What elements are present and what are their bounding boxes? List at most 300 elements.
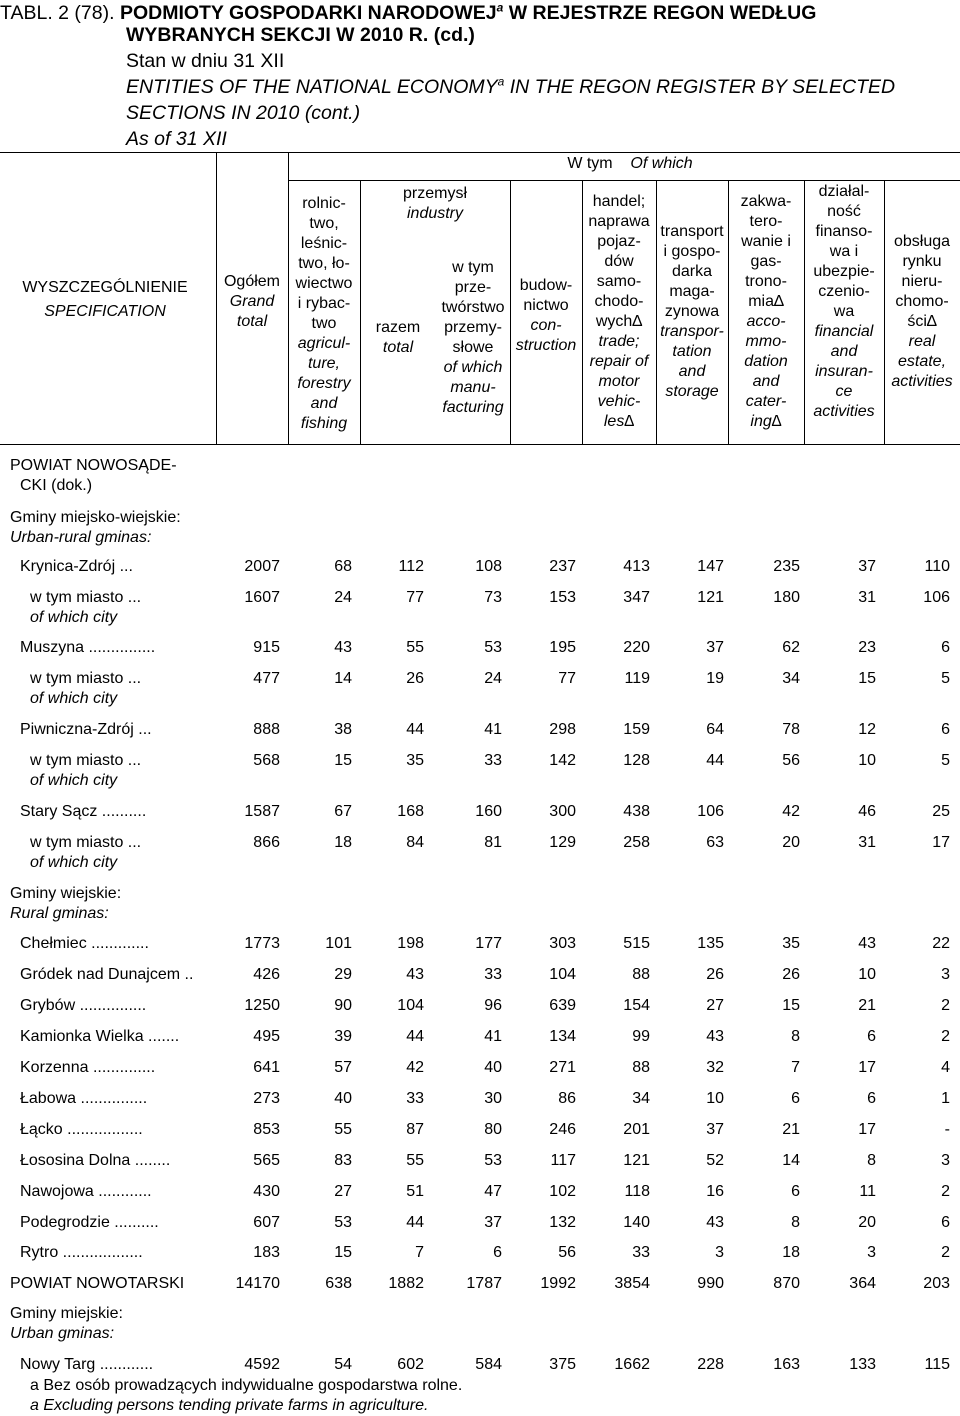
table-cell: 43	[334, 639, 352, 656]
trans-pl-line: zynowa	[664, 303, 720, 320]
table-cell: 56	[558, 1244, 576, 1261]
table-cell: 3	[867, 1244, 876, 1261]
table-cell: 21	[858, 997, 876, 1014]
table-cell: 15	[782, 997, 800, 1014]
urban-rural-pl: Gminy miejsko-wiejskie:	[10, 509, 181, 526]
rural-en: Rural gminas:	[10, 905, 109, 922]
title-line5: SECTIONS IN 2010 (cont.)	[126, 102, 361, 124]
trans-en-line: tation	[672, 343, 712, 360]
accom-en-line: cater-	[745, 393, 787, 410]
table-cell: 78	[782, 721, 800, 738]
table-cell: 888	[253, 721, 280, 738]
row-label: Kamionka Wielka .......	[20, 1028, 180, 1045]
header-trade	[582, 192, 656, 432]
table-cell: 142	[549, 752, 576, 769]
table-cell: 438	[623, 803, 650, 820]
agri-pl-line: two	[311, 315, 337, 332]
industry-en: industry	[406, 205, 464, 222]
table-cell: 27	[334, 1183, 352, 1200]
agri-en-line: agricul-	[297, 335, 351, 352]
table-cell: 110	[924, 558, 950, 575]
table-cell: 42	[782, 803, 800, 820]
table-cell: 641	[253, 1059, 280, 1076]
table-cell: 43	[406, 966, 424, 983]
table-cell: 639	[549, 997, 576, 1014]
table-cell: 43	[858, 935, 876, 952]
table-cell: 121	[623, 1152, 650, 1169]
table-cell: 99	[632, 1028, 650, 1045]
accom-pl-line: trono-	[745, 273, 787, 290]
header-specification	[0, 278, 210, 322]
table-cell: 1882	[388, 1275, 424, 1292]
table-cell: 6	[941, 721, 950, 738]
table-cell: 5	[941, 670, 950, 687]
table-cell: 153	[549, 589, 576, 606]
agri-en-line: forestry	[297, 375, 351, 392]
header-accommodation	[728, 192, 804, 432]
table-cell: 3	[715, 1244, 724, 1261]
table-cell: 303	[549, 935, 576, 952]
manu-en-line: of which	[443, 359, 503, 376]
table-cell: 430	[253, 1183, 280, 1200]
table-cell: 34	[632, 1090, 650, 1107]
table-cell: 568	[253, 752, 280, 769]
constr-pl-line: nictwo	[523, 297, 569, 314]
spec-pl: WYSZCZEGÓLNIENIE	[22, 279, 188, 296]
table-cell: 43	[706, 1214, 724, 1231]
title-en-sup: a	[497, 74, 505, 89]
accom-en-line: acco-	[746, 313, 786, 330]
trade-pl-line: wych∆	[595, 313, 643, 330]
razem-en: total	[382, 339, 414, 356]
table-cell: 104	[397, 997, 424, 1014]
table-cell: 108	[475, 558, 502, 575]
table-cell: 133	[849, 1356, 876, 1373]
trade-en-line: motor	[598, 373, 640, 390]
table-cell: 180	[773, 589, 800, 606]
table-cell: 6	[493, 1244, 502, 1261]
table-cell: 46	[858, 803, 876, 820]
table-cell: 177	[475, 935, 502, 952]
table-cell: 638	[325, 1275, 352, 1292]
table-cell: 3854	[614, 1275, 650, 1292]
trade-pl-line: chodo-	[594, 293, 644, 310]
table-cell: 27	[706, 997, 724, 1014]
table-cell: 18	[782, 1244, 800, 1261]
table-cell: 23	[858, 639, 876, 656]
table-cell: 159	[623, 721, 650, 738]
real-en-line: activities	[891, 373, 953, 390]
accom-en-line: and	[752, 373, 780, 390]
title-bold: PODMIOTY GOSPODARKI NARODOWEJ	[119, 2, 497, 24]
table-cell: 866	[253, 834, 280, 851]
table-cell: 33	[484, 966, 502, 983]
powiat-line2: CKI (dok.)	[20, 477, 93, 494]
row-label: Chełmiec .............	[20, 935, 149, 952]
table-cell: 183	[253, 1244, 280, 1261]
table-cell: 106	[923, 589, 950, 606]
accom-en-line: ing∆	[750, 413, 782, 430]
total-pl: Ogółem	[223, 273, 281, 290]
header-financial	[804, 182, 884, 422]
urban-pl: Gminy miejskie:	[10, 1305, 123, 1322]
table-cell: 32	[706, 1059, 724, 1076]
trade-pl-line: pojaz-	[597, 233, 641, 250]
trade-en-line: trade;	[598, 333, 640, 350]
table-cell: 77	[558, 670, 576, 687]
real-en-line: real	[908, 333, 936, 350]
header-of-which	[520, 154, 740, 174]
table-cell: 602	[397, 1356, 424, 1373]
table-cell: 1662	[614, 1356, 650, 1373]
table-cell: 228	[697, 1356, 724, 1373]
real-pl-line: chomo-	[895, 293, 949, 310]
table-cell: 132	[549, 1214, 576, 1231]
row-label: Grybów ...............	[20, 997, 147, 1014]
table-cell: 47	[484, 1183, 502, 1200]
row-label: Nowy Targ ............	[20, 1356, 154, 1373]
table-cell: 6	[791, 1090, 800, 1107]
table-cell: 33	[632, 1244, 650, 1261]
title-sup: a	[496, 0, 504, 15]
footnote-en: a Excluding persons tending private farms in agriculture.	[30, 1397, 429, 1414]
section-urban-rural	[10, 508, 181, 548]
table-cell: 607	[253, 1214, 280, 1231]
constr-pl-line: budow-	[519, 277, 573, 294]
row-label: Gródek nad Dunajcem ..	[20, 966, 194, 983]
table-cell: 14	[334, 670, 352, 687]
trans-pl-line: darka	[671, 263, 713, 280]
row-label: Krynica-Zdrój ...	[20, 558, 133, 575]
row-label: POWIAT NOWOTARSKI	[10, 1275, 185, 1292]
fin-pl-line: wa i	[829, 243, 859, 260]
header-transport	[656, 222, 728, 402]
trade-pl-line: samo-	[596, 273, 642, 290]
table-cell: 55	[334, 1121, 352, 1138]
table-cell: 8	[791, 1214, 800, 1231]
table-cell: 19	[706, 670, 724, 687]
table-cell: 20	[782, 834, 800, 851]
rural-pl: Gminy wiejskie:	[10, 885, 122, 902]
table-cell: 29	[334, 966, 352, 983]
row-label: Łososina Dolna ........	[20, 1152, 171, 1169]
trans-pl-line: maga-	[669, 283, 715, 300]
agri-en-line: and	[310, 395, 338, 412]
table-cell: 21	[782, 1121, 800, 1138]
table-cell: 14	[782, 1152, 800, 1169]
table-cell: 44	[706, 752, 724, 769]
agri-en-line: ture,	[307, 355, 340, 372]
table-cell: 117	[550, 1152, 576, 1169]
table-cell: 67	[334, 803, 352, 820]
table-cell: 273	[253, 1090, 280, 1107]
table-cell: 298	[549, 721, 576, 738]
row-label: Korzenna ..............	[20, 1059, 156, 1076]
table-cell: 3	[941, 966, 950, 983]
total-en1: Grand	[229, 293, 275, 310]
footnote	[30, 1376, 462, 1416]
table-cell: 870	[773, 1275, 800, 1292]
accom-en-line: mmo-	[745, 333, 787, 350]
table-cell: 271	[549, 1059, 576, 1076]
table-cell: 26	[706, 966, 724, 983]
table-cell: 426	[253, 966, 280, 983]
fin-en-line: ce	[835, 383, 853, 400]
table-cell: 24	[334, 589, 352, 606]
real-pl-line: nieru-	[901, 273, 943, 290]
table-cell: 55	[406, 639, 424, 656]
table-cell: 154	[623, 997, 650, 1014]
table-cell: 14170	[235, 1275, 280, 1292]
table-cell: 80	[484, 1121, 502, 1138]
table-cell: 15	[334, 752, 352, 769]
table-cell: 44	[406, 1028, 424, 1045]
constr-en-line: con-	[530, 317, 562, 334]
constr-en-line: struction	[515, 337, 577, 354]
title-line6: As of 31 XII	[126, 128, 227, 150]
title-prefix: TABL. 2 (78).	[0, 2, 120, 24]
agri-pl-line: leśnic-	[300, 235, 348, 252]
row-label: Stary Sącz ..........	[20, 803, 147, 820]
table-cell: 41	[484, 721, 502, 738]
table-cell: 2007	[244, 558, 280, 575]
row-label: Łącko .................	[20, 1121, 143, 1138]
table-cell: 235	[773, 558, 800, 575]
title-en-b: IN THE REGON REGISTER BY SELECTED	[504, 76, 896, 98]
table-cell: 35	[406, 752, 424, 769]
table-cell: 52	[706, 1152, 724, 1169]
table-cell: 15	[334, 1244, 352, 1261]
table-cell: 220	[623, 639, 650, 656]
fin-pl-line: ubezpie-	[813, 263, 875, 280]
real-pl-line: rynku	[902, 253, 942, 270]
trans-en-line: and	[678, 363, 706, 380]
trade-en-line: les∆	[603, 413, 635, 430]
table-cell: 375	[549, 1356, 576, 1373]
title-line2: WYBRANYCH SEKCJI W 2010 R. (cd.)	[126, 24, 475, 46]
header-top-rule	[0, 152, 960, 153]
table-cell: 37	[858, 558, 876, 575]
table-cell: 11	[859, 1183, 876, 1200]
table-cell: 364	[849, 1275, 876, 1292]
table-cell: 198	[397, 935, 424, 952]
table-cell: 584	[475, 1356, 502, 1373]
table-cell: 1	[941, 1090, 950, 1107]
trans-en-line: storage	[665, 383, 719, 400]
row-label: w tym miasto ...	[30, 589, 142, 606]
table-cell: 10	[706, 1090, 724, 1107]
table-cell: 34	[782, 670, 800, 687]
header-industry	[360, 184, 510, 224]
table-cell: 20	[858, 1214, 876, 1231]
header-manufacturing	[434, 258, 512, 418]
table-cell: 1587	[244, 803, 280, 820]
table-cell: 10	[858, 752, 876, 769]
accom-pl-line: zakwa-	[740, 193, 792, 210]
section-powiat-nowosadecki	[10, 456, 177, 496]
table-cell: 53	[334, 1214, 352, 1231]
row-label: Łabowa ...............	[20, 1090, 148, 1107]
table-cell: 515	[623, 935, 650, 952]
table-cell: 87	[406, 1121, 424, 1138]
table-cell: 6	[867, 1090, 876, 1107]
table-cell: 104	[549, 966, 576, 983]
table-cell: 73	[484, 589, 502, 606]
table-cell: 115	[924, 1356, 950, 1373]
total-en2: total	[236, 313, 268, 330]
row-sublabel: of which city	[30, 690, 118, 707]
manu-pl-line: w tym	[452, 259, 494, 276]
row-label: w tym miasto ...	[30, 670, 142, 687]
agri-pl-line: i rybac-	[297, 295, 351, 312]
table-cell: 17	[932, 834, 950, 851]
row-sublabel: of which city	[30, 772, 118, 789]
table-cell: 44	[406, 1214, 424, 1231]
row-label: Rytro ..................	[20, 1244, 143, 1261]
table-cell: 42	[406, 1059, 424, 1076]
table-cell: 90	[334, 997, 352, 1014]
agri-pl-line: two, ło-	[298, 255, 350, 272]
table-cell: 106	[697, 803, 724, 820]
fin-en-line: and	[830, 343, 858, 360]
table-cell: 63	[706, 834, 724, 851]
row-label: Piwniczna-Zdrój ...	[20, 721, 152, 738]
table-cell: 168	[397, 803, 424, 820]
powiat-line1: POWIAT NOWOSĄDE-	[10, 457, 177, 474]
table-cell: 413	[623, 558, 650, 575]
agri-pl-line: wiectwo	[295, 275, 353, 292]
fin-pl-line: wa	[833, 303, 855, 320]
table-cell: 6	[867, 1028, 876, 1045]
manu-en-line: manu-	[450, 379, 496, 396]
table-cell: 128	[623, 752, 650, 769]
table-cell: 3	[941, 1152, 950, 1169]
table-cell: 57	[334, 1059, 352, 1076]
table-cell: 51	[406, 1183, 424, 1200]
table-cell: 68	[334, 558, 352, 575]
table-cell: 81	[484, 834, 502, 851]
table-cell: 12	[858, 721, 876, 738]
table-cell: 102	[549, 1183, 576, 1200]
table-cell: 1787	[466, 1275, 502, 1292]
table-cell: 26	[406, 670, 424, 687]
table-cell: 24	[484, 670, 502, 687]
table-cell: 37	[706, 639, 724, 656]
fin-en-line: financial	[814, 323, 874, 340]
table-cell: 39	[334, 1028, 352, 1045]
table-cell: 18	[334, 834, 352, 851]
table-cell: 201	[623, 1121, 650, 1138]
header-industry-total	[362, 318, 434, 358]
table-cell: 37	[484, 1214, 502, 1231]
table-cell: 4	[941, 1059, 950, 1076]
table-cell: 43	[706, 1028, 724, 1045]
title-en-a: ENTITIES OF THE NATIONAL ECONOMY	[126, 76, 498, 98]
header-bottom-rule	[0, 444, 960, 445]
razem-pl: razem	[375, 319, 421, 336]
table-cell: 88	[632, 966, 650, 983]
table-cell: 101	[325, 935, 352, 952]
trans-pl-line: i gospo-	[663, 243, 721, 260]
table-cell: 86	[558, 1090, 576, 1107]
table-cell: 31	[858, 589, 876, 606]
table-cell: 41	[484, 1028, 502, 1045]
table-cell: -	[944, 1121, 950, 1138]
table-cell: 134	[549, 1028, 576, 1045]
table-cell: 347	[623, 589, 650, 606]
table-cell: 300	[549, 803, 576, 820]
manu-pl-line: prze-	[454, 279, 492, 296]
accom-pl-line: gas-	[750, 253, 782, 270]
header-wtym-rule	[288, 180, 960, 181]
table-cell: 140	[623, 1214, 650, 1231]
table-cell: 203	[923, 1275, 950, 1292]
title-line3: Stan w dniu 31 XII	[126, 50, 285, 72]
table-cell: 258	[623, 834, 650, 851]
real-en-line: estate,	[897, 353, 947, 370]
table-cell: 135	[697, 935, 724, 952]
header-real-estate	[884, 232, 960, 392]
row-label: Muszyna ...............	[20, 639, 156, 656]
table-cell: 25	[932, 803, 950, 820]
table-cell: 129	[549, 834, 576, 851]
table-cell: 10	[858, 966, 876, 983]
fin-pl-line: ność	[827, 203, 861, 220]
table-cell: 17	[858, 1059, 876, 1076]
table-cell: 112	[398, 558, 424, 575]
table-cell: 38	[334, 721, 352, 738]
table-cell: 33	[406, 1090, 424, 1107]
table-cell: 118	[624, 1183, 650, 1200]
manu-pl-line: przemy-	[444, 319, 502, 336]
industry-pl: przemysł	[402, 185, 467, 202]
table-cell: 7	[415, 1244, 424, 1261]
manu-en-line: facturing	[442, 399, 504, 416]
table-cell: 5	[941, 752, 950, 769]
accom-pl-line: tero-	[749, 213, 783, 230]
table-cell: 246	[549, 1121, 576, 1138]
table-cell: 40	[484, 1059, 502, 1076]
table-cell: 163	[773, 1356, 800, 1373]
accom-en-line: dation	[744, 353, 788, 370]
table-cell: 84	[406, 834, 424, 851]
table-cell: 1607	[244, 589, 280, 606]
table-cell: 119	[624, 670, 650, 687]
fin-pl-line: finanso-	[815, 223, 873, 240]
table-cell: 83	[334, 1152, 352, 1169]
fin-en-line: insuran-	[815, 363, 873, 380]
table-cell: 22	[932, 935, 950, 952]
trans-pl-line: transport	[660, 223, 724, 240]
row-label: Podegrodzie ..........	[20, 1214, 159, 1231]
table-cell: 2	[941, 1028, 950, 1045]
table-cell: 44	[406, 721, 424, 738]
table-cell: 6	[791, 1183, 800, 1200]
table-cell: 33	[484, 752, 502, 769]
table-cell: 4592	[244, 1356, 280, 1373]
urban-en: Urban gminas:	[10, 1325, 115, 1342]
table-cell: 2	[941, 1244, 950, 1261]
table-cell: 853	[253, 1121, 280, 1138]
fin-pl-line: czenio-	[818, 283, 870, 300]
table-cell: 26	[782, 966, 800, 983]
agri-pl-line: rolnic-	[302, 195, 346, 212]
wtym-pl: W tym	[567, 155, 613, 172]
trade-en-line: repair of	[589, 353, 649, 370]
table-cell: 195	[549, 639, 576, 656]
table-cell: 56	[782, 752, 800, 769]
table-cell: 64	[706, 721, 724, 738]
